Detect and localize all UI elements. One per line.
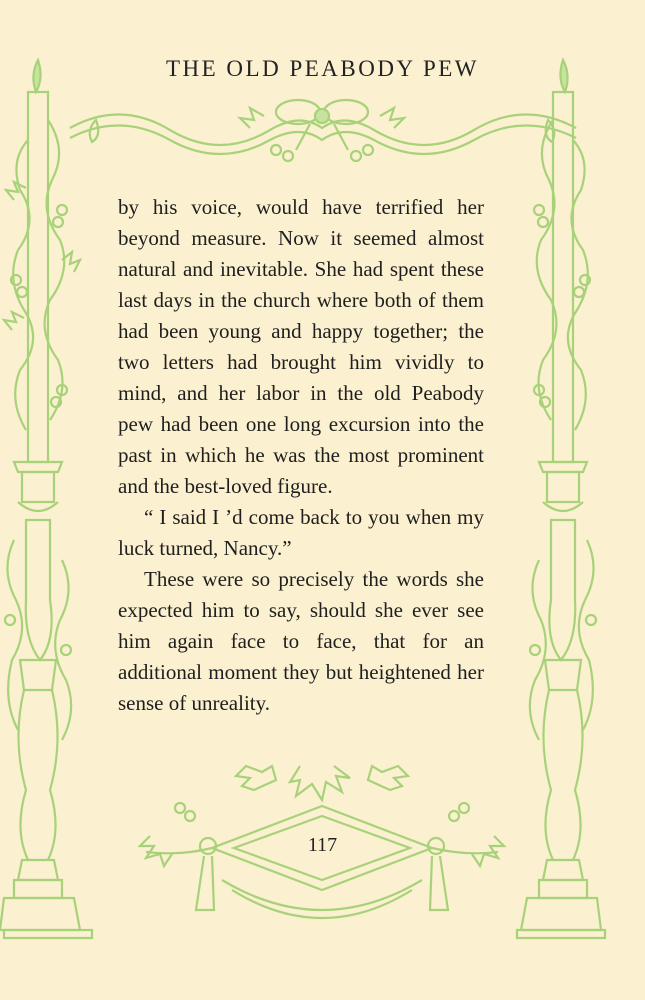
- left-candle-column: [0, 60, 92, 938]
- body-text: [118, 192, 484, 719]
- paragraph: by his voice, would have terrified her beyond measure. Now it seemed almost natural and inevitable. She had spent these last days in the church where both of them had been young and happy together; the two letters had brought him vividly to mind, and her labor in the old Peabody pew had been one long excursion into the past in which he was the most prominent and the best-loved figure.: [118, 195, 484, 498]
- right-candle-column: [517, 60, 605, 938]
- paragraph: These were so precisely the words she expected him to say, should she ever see him again face to face, that for an additional moment they but heightened her sense of unreality.: [118, 567, 484, 715]
- running-head-title: THE OLD PEABODY PEW: [165, 56, 480, 81]
- page-number: 117: [307, 834, 338, 856]
- top-garland: [70, 100, 576, 161]
- paragraph: “ I said I ’d come back to you when my luck turned, Nancy.”: [118, 505, 484, 560]
